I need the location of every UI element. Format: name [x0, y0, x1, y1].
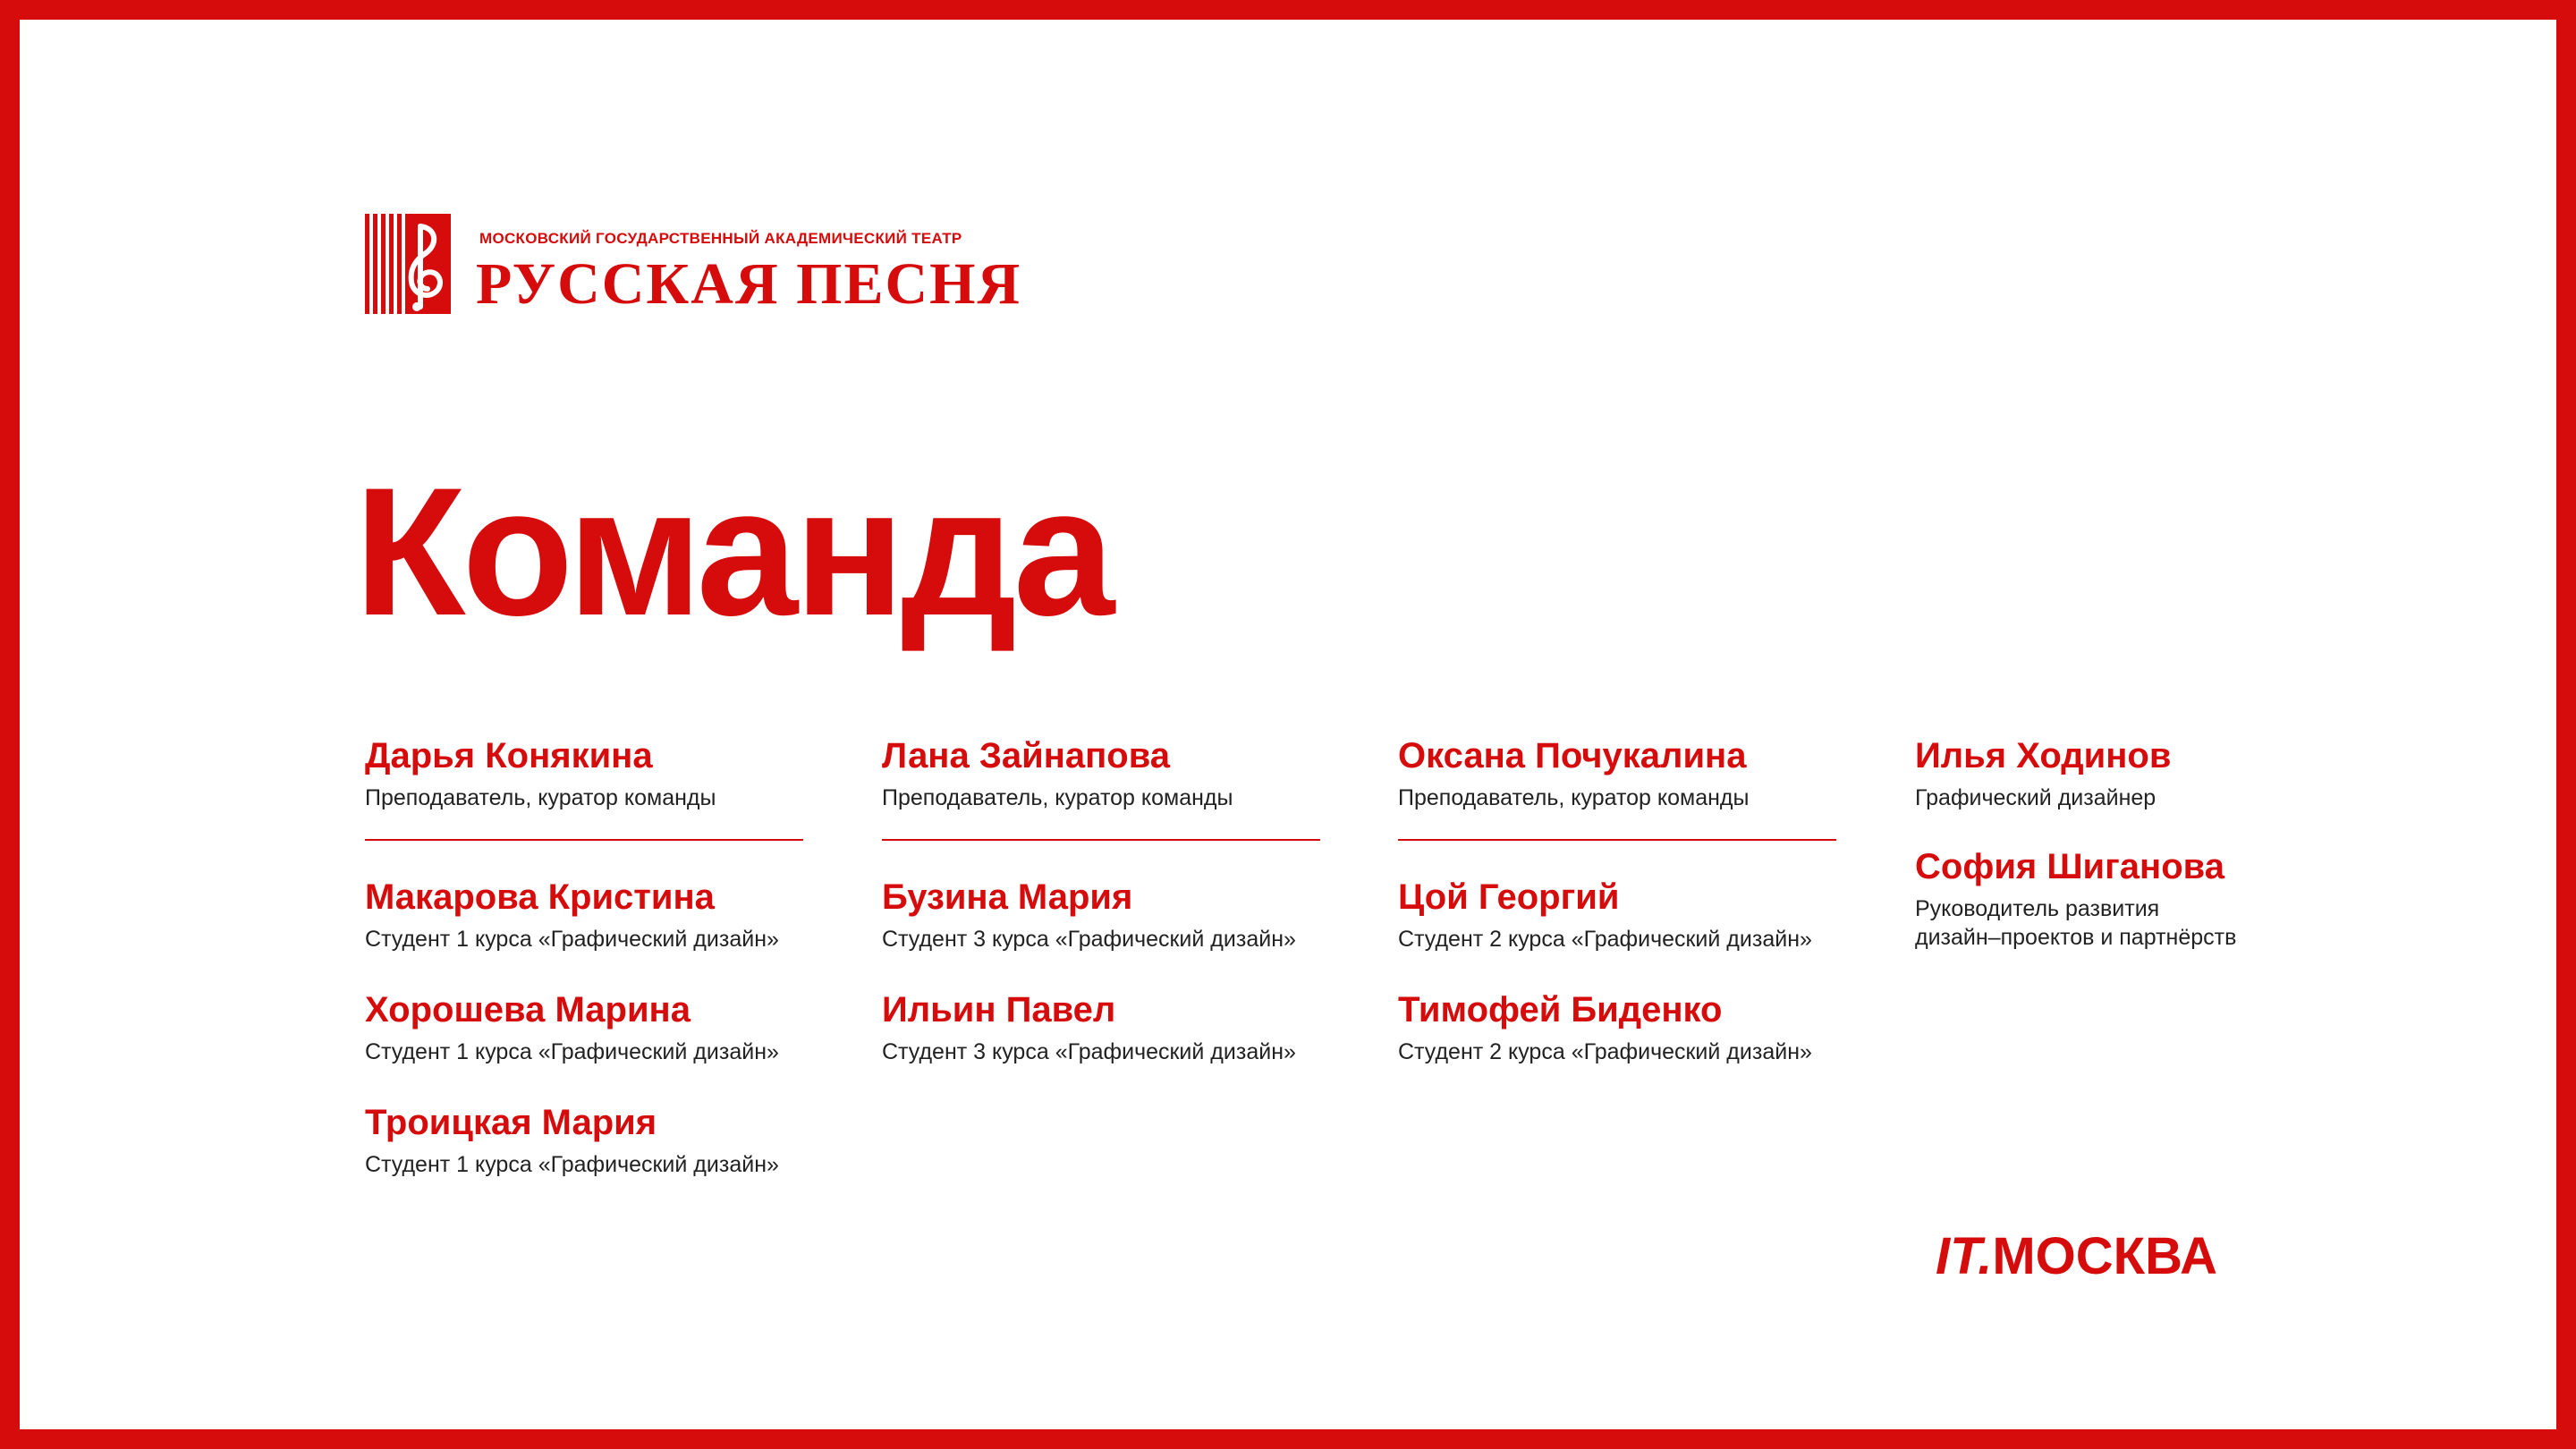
member-name: София Шиганова: [1915, 847, 2224, 886]
member-role-line: Руководитель развития: [1915, 896, 2160, 921]
member-name: Цой Георгий: [1398, 877, 1620, 917]
member-name: Оксана Почукалина: [1398, 736, 1747, 775]
member-entry: [882, 987, 1320, 1066]
member-entry: [1398, 875, 1836, 953]
member-role: Студент 2 курса «Графический дизайн»: [1398, 927, 1812, 952]
treble-clef-emblem-icon: [365, 214, 451, 314]
member-entry: [365, 987, 803, 1066]
curator-entry: [365, 733, 803, 841]
member-entry: [1398, 987, 1836, 1066]
member-entry: [365, 1100, 803, 1179]
designer-entry: [1915, 733, 2416, 812]
member-role: Графический дизайнер: [1915, 785, 2157, 810]
member-name: Дарья Конякина: [365, 736, 653, 775]
member-entry: [1915, 844, 2416, 952]
it-moscow-logo: [1936, 1225, 2217, 1288]
team-column-2: [882, 733, 1320, 1100]
member-name: Бузина Мария: [882, 877, 1133, 917]
logo-wordmark: РУССКАЯ ПЕСНЯ: [476, 251, 1022, 317]
member-name: Хорошева Марина: [365, 990, 691, 1030]
member-name: Ильин Павел: [882, 990, 1116, 1030]
team-column-3: [1398, 733, 1836, 1100]
logo-subtitle: МОСКОВСКИЙ ГОСУДАРСТВЕННЫЙ АКАДЕМИЧЕСКИЙ ТЕАТР: [479, 230, 962, 247]
team-column-4: [1915, 733, 2416, 986]
team-column-1: [365, 733, 803, 1213]
member-role: Студент 3 курса «Графический дизайн»: [882, 1039, 1296, 1064]
member-role: Студент 1 курса «Графический дизайн»: [365, 1039, 779, 1064]
member-name: Макарова Кристина: [365, 877, 715, 917]
member-entry: [365, 875, 803, 953]
brand-prefix: IT.: [1936, 1227, 1993, 1285]
member-name: Троицкая Мария: [365, 1103, 657, 1142]
member-role: Студент 1 курса «Графический дизайн»: [365, 927, 779, 952]
member-name: Лана Зайнапова: [882, 736, 1171, 775]
member-role-line: дизайн–проектов и партнёрств: [1915, 925, 2237, 950]
member-name: Илья Ходинов: [1915, 736, 2172, 775]
member-entry: [882, 875, 1320, 953]
page-title: Команда: [354, 450, 1112, 654]
member-role: [1915, 894, 2416, 952]
member-role: Преподаватель, куратор команды: [365, 785, 716, 810]
member-name: Тимофей Биденко: [1398, 990, 1723, 1030]
curator-entry: [882, 733, 1320, 841]
member-role: Студент 3 курса «Графический дизайн»: [882, 927, 1296, 952]
member-role: Студент 2 курса «Графический дизайн»: [1398, 1039, 1812, 1064]
member-role: Преподаватель, куратор команды: [882, 785, 1233, 810]
brand-suffix: МОСКВА: [1992, 1227, 2217, 1285]
member-role: Преподаватель, куратор команды: [1398, 785, 1750, 810]
curator-entry: [1398, 733, 1836, 841]
member-role: Студент 1 курса «Графический дизайн»: [365, 1152, 779, 1177]
